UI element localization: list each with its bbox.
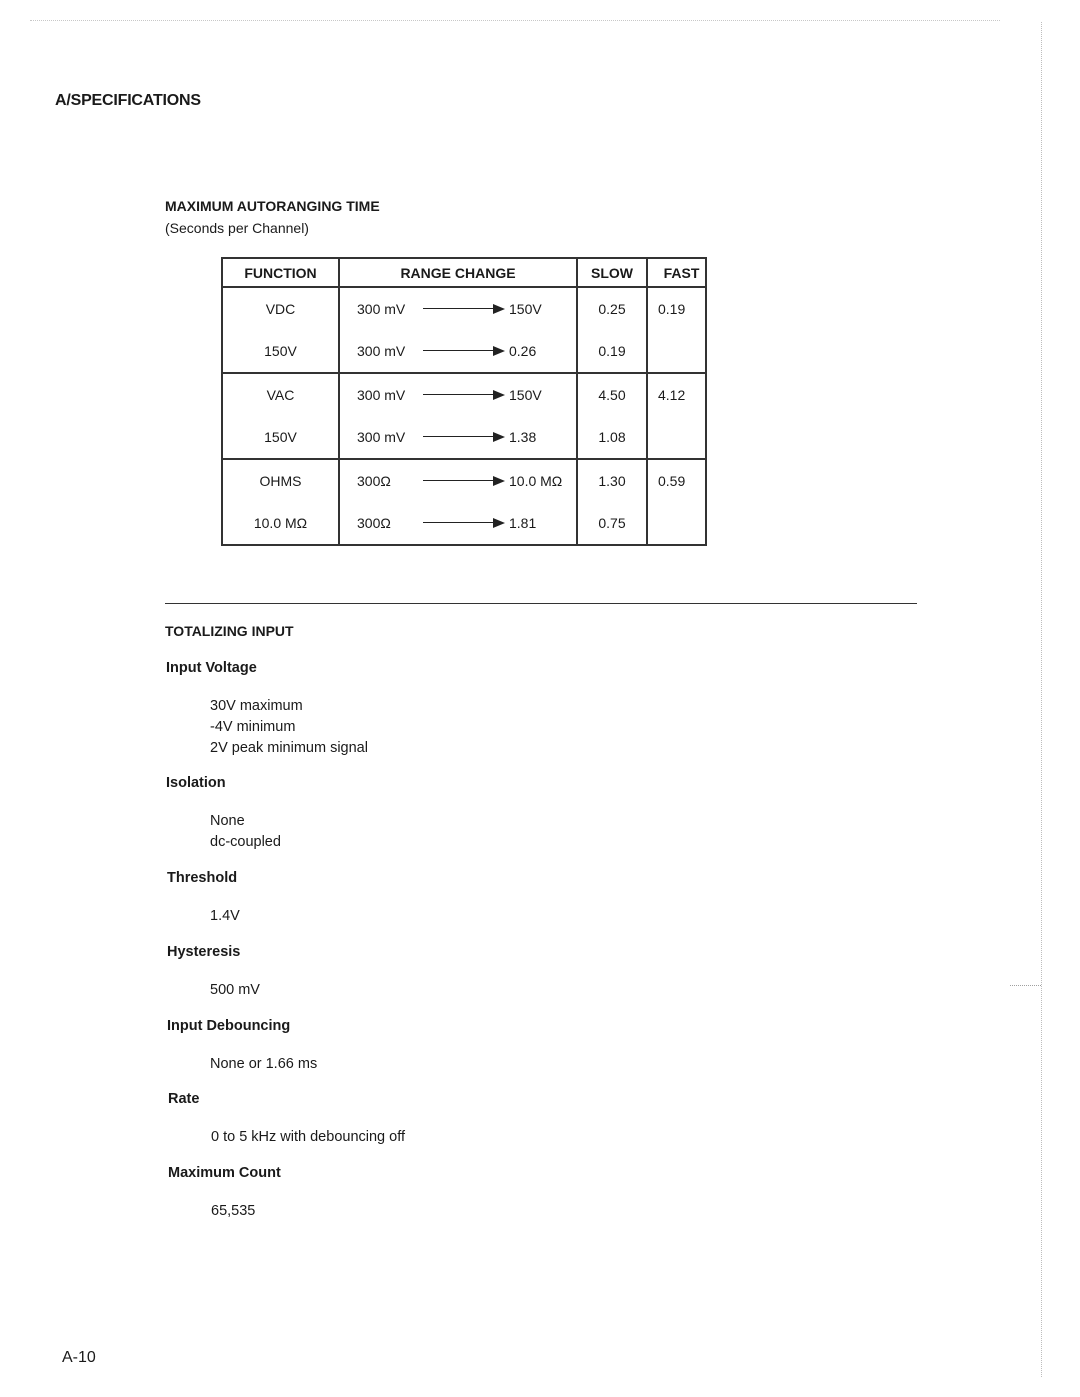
autoranging-title: MAXIMUM AUTORANGING TIME xyxy=(165,198,380,214)
maximum-count-value: 65,535 xyxy=(211,1203,256,1219)
range-from: 300Ω xyxy=(357,473,391,489)
section-divider xyxy=(165,603,917,604)
table-row xyxy=(222,459,706,502)
spec-line: 30V maximum xyxy=(210,698,303,714)
cell-function: 150V xyxy=(222,330,339,373)
header-slow: SLOW xyxy=(577,258,647,287)
cell-slow: 1.30 xyxy=(577,459,647,502)
range-to: 1.38 xyxy=(509,429,537,445)
spec-line: None xyxy=(210,813,245,829)
table-row xyxy=(222,287,706,330)
range-to: 1.81 xyxy=(509,515,537,531)
cell-fast xyxy=(647,502,706,545)
right-edge-tick xyxy=(1010,985,1041,986)
cell-range-change xyxy=(339,416,577,459)
range-from: 300Ω xyxy=(357,515,391,531)
table-row xyxy=(222,373,706,416)
input-debouncing-label: Input Debouncing xyxy=(167,1018,291,1034)
right-edge-rule xyxy=(1041,22,1042,1377)
cell-fast: 4.12 xyxy=(647,373,706,416)
spec-line: -4V minimum xyxy=(210,719,296,735)
range-to: 150V xyxy=(509,387,542,403)
totalizing-title: TOTALIZING INPUT xyxy=(165,623,294,639)
autoranging-note: (Seconds per Channel) xyxy=(165,220,309,236)
table-header-row xyxy=(222,258,706,287)
arrow-right-icon xyxy=(423,390,505,400)
cell-range-change xyxy=(339,287,577,330)
cell-function: 150V xyxy=(222,416,339,459)
cell-fast: 0.19 xyxy=(647,287,706,330)
header-fast: FAST xyxy=(647,258,706,287)
spec-line: dc-coupled xyxy=(210,834,281,850)
arrow-right-icon xyxy=(423,518,505,528)
table-row xyxy=(222,330,706,373)
arrow-right-icon xyxy=(423,346,505,356)
input-debouncing-value: None or 1.66 ms xyxy=(210,1056,318,1072)
range-from: 300 mV xyxy=(357,301,406,317)
arrow-right-icon xyxy=(423,432,505,442)
header-range-change: RANGE CHANGE xyxy=(339,258,577,287)
spec-line: 2V peak minimum signal xyxy=(210,740,368,756)
cell-slow: 1.08 xyxy=(577,416,647,459)
cell-fast xyxy=(647,416,706,459)
isolation-values xyxy=(210,811,281,853)
hysteresis-label: Hysteresis xyxy=(167,944,241,960)
cell-slow: 0.25 xyxy=(577,287,647,330)
range-to: 10.0 MΩ xyxy=(509,473,563,489)
hysteresis-value: 500 mV xyxy=(210,982,260,998)
table-row xyxy=(222,502,706,545)
isolation-label: Isolation xyxy=(166,775,226,791)
cell-fast: 0.59 xyxy=(647,459,706,502)
header-function: FUNCTION xyxy=(222,258,339,287)
maximum-count-label: Maximum Count xyxy=(168,1165,281,1181)
cell-function: 10.0 MΩ xyxy=(222,502,339,545)
page-number: A-10 xyxy=(62,1349,96,1366)
cell-range-change xyxy=(339,373,577,416)
arrow-right-icon xyxy=(423,304,505,314)
input-voltage-values xyxy=(210,696,368,759)
range-from: 300 mV xyxy=(357,343,406,359)
rate-value: 0 to 5 kHz with debouncing off xyxy=(211,1129,405,1145)
threshold-label: Threshold xyxy=(167,870,238,886)
threshold-value: 1.4V xyxy=(210,908,240,924)
top-edge-rule xyxy=(30,20,1000,21)
autoranging-table xyxy=(221,257,707,546)
cell-function: VAC xyxy=(222,373,339,416)
cell-slow: 0.75 xyxy=(577,502,647,545)
range-from: 300 mV xyxy=(357,387,406,403)
range-from: 300 mV xyxy=(357,429,406,445)
range-to: 150V xyxy=(509,301,542,317)
cell-range-change xyxy=(339,459,577,502)
section-title: A/SPECIFICATIONS xyxy=(55,92,201,109)
cell-range-change xyxy=(339,330,577,373)
arrow-right-icon xyxy=(423,476,505,486)
input-voltage-label: Input Voltage xyxy=(166,660,257,676)
cell-function: VDC xyxy=(222,287,339,330)
cell-function: OHMS xyxy=(222,459,339,502)
range-to: 0.26 xyxy=(509,343,537,359)
cell-slow: 0.19 xyxy=(577,330,647,373)
rate-label: Rate xyxy=(168,1091,200,1107)
cell-range-change xyxy=(339,502,577,545)
table-row xyxy=(222,416,706,459)
cell-slow: 4.50 xyxy=(577,373,647,416)
cell-fast xyxy=(647,330,706,373)
